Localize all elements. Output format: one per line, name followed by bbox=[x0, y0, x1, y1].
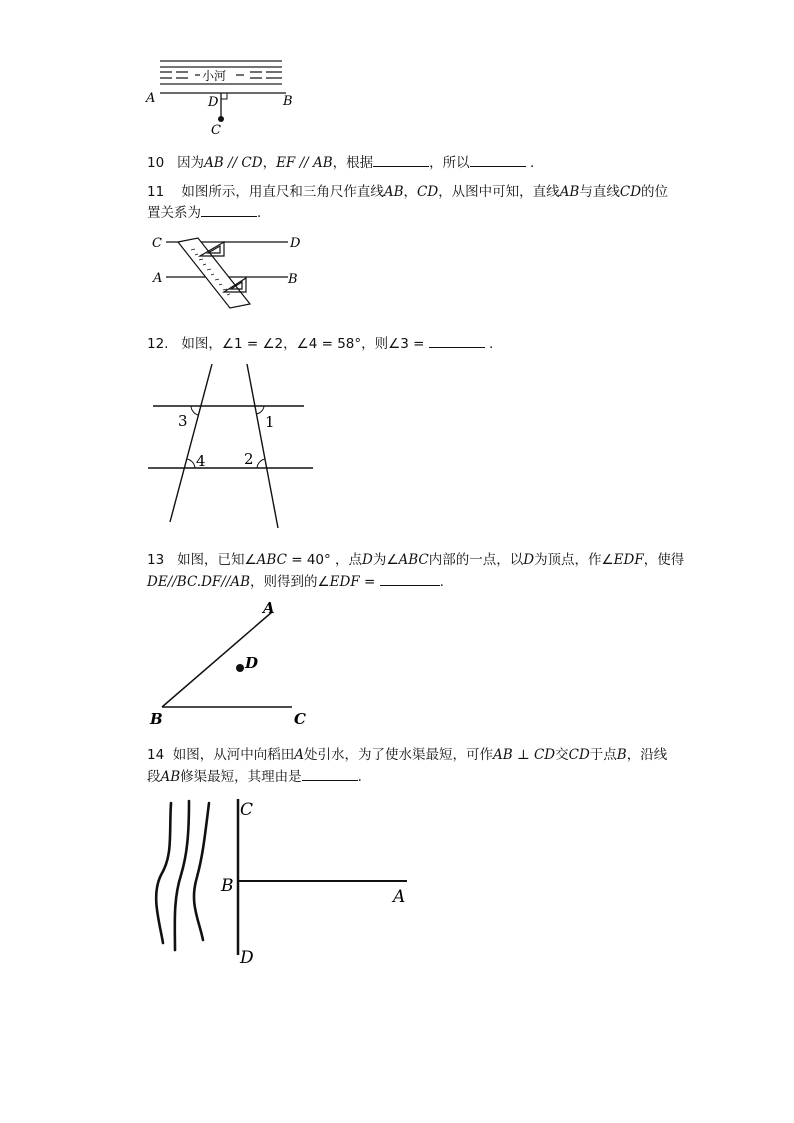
label-c: C bbox=[294, 710, 306, 728]
label-c: C bbox=[240, 800, 254, 820]
label-b: B bbox=[288, 272, 298, 287]
question-13-line2: DE//BC.DF//AB，则得到的∠EDF = . bbox=[147, 571, 444, 593]
label-a: A bbox=[153, 271, 163, 286]
label-d: D bbox=[208, 95, 219, 110]
label-c: C bbox=[211, 123, 221, 138]
question-11: 11 如图所示，用直尺和三角尺作直线AB，CD，从图中可知，直线AB与直线CD的位 bbox=[147, 184, 669, 200]
answer-blank[interactable] bbox=[201, 202, 257, 217]
label-c: C bbox=[152, 236, 162, 251]
question-number: 11 bbox=[147, 184, 165, 200]
left-transversal bbox=[170, 364, 212, 522]
river-label: 小河 bbox=[202, 69, 227, 83]
point-c bbox=[218, 116, 224, 122]
answer-blank[interactable] bbox=[302, 766, 358, 781]
question-14: 14 如图，从河中向稻田A处引水，为了使水渠最短，可作AB ⊥ CD交CD于点B，沿线 bbox=[147, 747, 668, 763]
label-4: 4 bbox=[196, 452, 206, 470]
point-d bbox=[236, 664, 244, 672]
label-d: D bbox=[240, 948, 254, 968]
right-angle-mark bbox=[221, 93, 227, 99]
label-a: A bbox=[393, 887, 406, 907]
label-2: 2 bbox=[244, 450, 254, 468]
angles-figure bbox=[148, 362, 313, 532]
answer-blank[interactable] bbox=[429, 333, 485, 348]
question-10: 10 因为AB // CD，EF // AB，根据 ，所以 . bbox=[147, 152, 534, 174]
question-11-line2: 置关系为 . bbox=[147, 202, 261, 224]
question-14-line2: 段AB修渠最短，其理由是 . bbox=[147, 766, 362, 788]
canal-figure bbox=[145, 795, 415, 970]
question-number: 10 bbox=[147, 155, 165, 171]
label-a: A bbox=[263, 599, 275, 617]
label-b: B bbox=[150, 710, 163, 728]
label-b: B bbox=[221, 876, 234, 896]
question-number: 13 bbox=[147, 552, 165, 568]
label-d: D bbox=[245, 654, 259, 672]
right-transversal bbox=[247, 364, 278, 528]
question-number: 12. bbox=[147, 336, 169, 352]
label-b: B bbox=[283, 94, 293, 109]
answer-blank[interactable] bbox=[470, 152, 526, 167]
angle-1-arc bbox=[256, 406, 264, 414]
label-a: A bbox=[146, 91, 156, 106]
question-13: 13 如图，已知∠ABC = 40° ，点D为∠ABC内部的一点，以D为顶点，作∠EDF，使得 bbox=[147, 552, 685, 568]
ruler-figure bbox=[148, 228, 308, 318]
question-number: 14 bbox=[147, 747, 165, 763]
answer-blank[interactable] bbox=[373, 152, 429, 167]
angle-abc-figure bbox=[145, 598, 320, 730]
label-1: 1 bbox=[265, 413, 275, 431]
river-figure bbox=[140, 55, 310, 140]
angle-2-arc bbox=[257, 459, 265, 468]
label-d: D bbox=[290, 236, 301, 251]
angle-3-arc bbox=[191, 406, 198, 415]
question-12: 12. 如图，∠1 = ∠2，∠4 = 58°，则∠3 = . bbox=[147, 333, 493, 355]
label-3: 3 bbox=[178, 412, 188, 430]
answer-blank[interactable] bbox=[380, 571, 440, 586]
angle-4-arc bbox=[187, 459, 195, 468]
river-waves bbox=[156, 801, 209, 950]
